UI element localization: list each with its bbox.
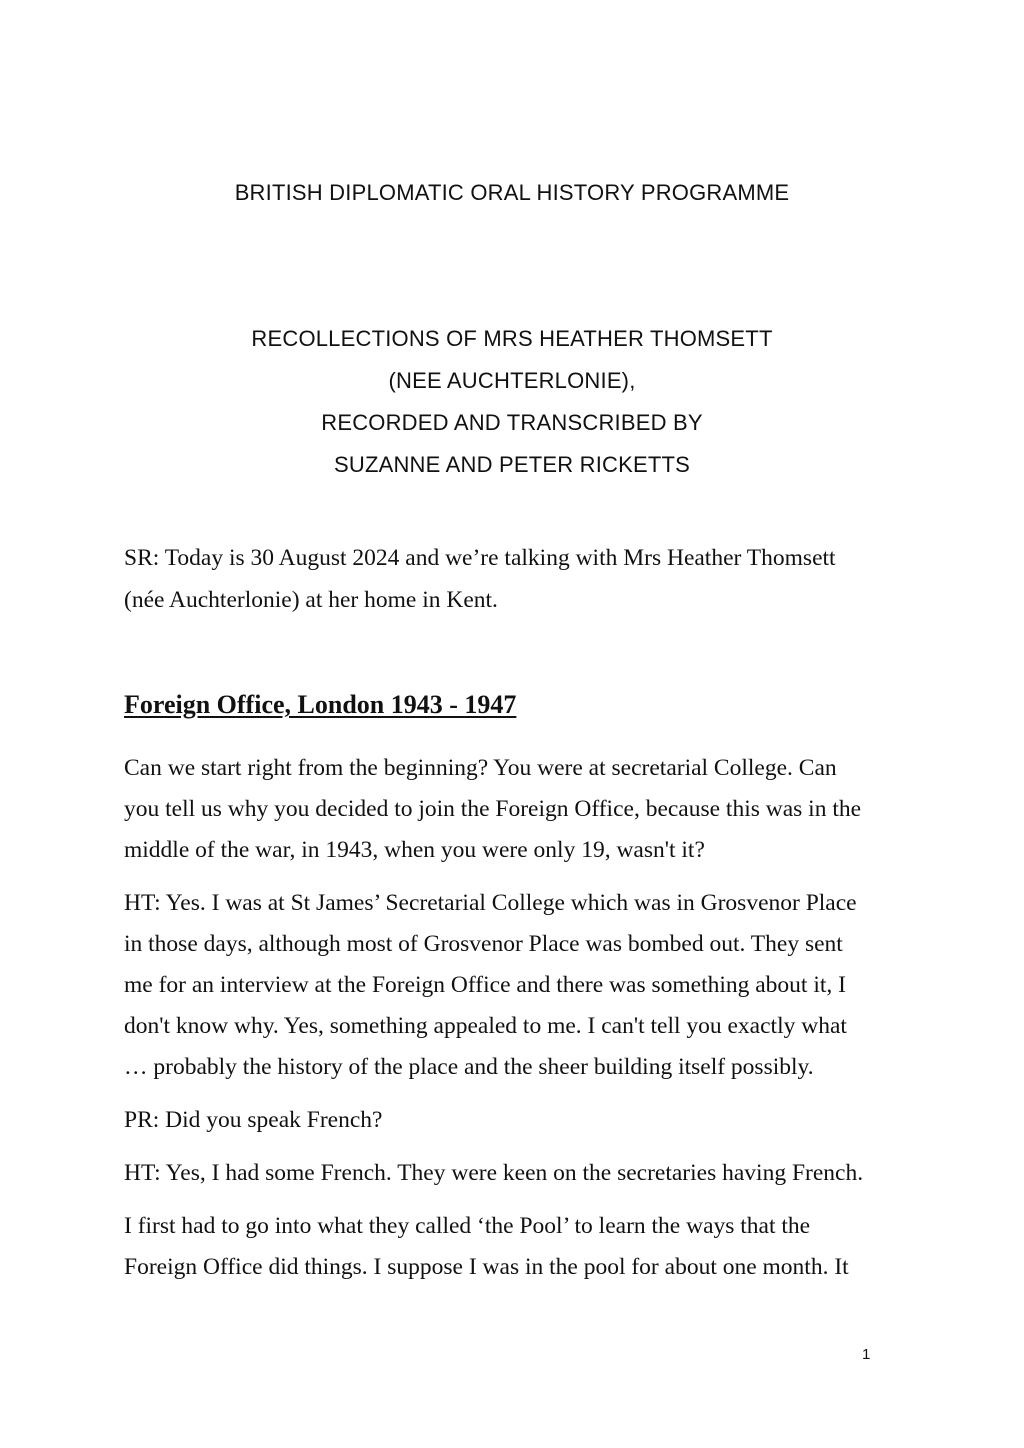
transcript-line: PR: Did you speak French?: [124, 1107, 383, 1133]
transcript-line: I first had to go into what they called ‘the Pool’ to learn the ways that the: [124, 1213, 811, 1239]
programme-title: BRITISH DIPLOMATIC ORAL HISTORY PROGRAMME: [234, 180, 790, 205]
transcript-line: you tell us why you decided to join the Foreign Office, because this was in the: [124, 796, 862, 822]
page-number: 1: [862, 1346, 871, 1363]
transcript-line: Foreign Office did things. I suppose I was in the pool for about one month. It: [124, 1254, 849, 1280]
intro-line: (née Auchterlonie) at her home in Kent.: [124, 587, 498, 613]
section-heading: Foreign Office, London 1943 - 1947: [124, 690, 517, 719]
recollections-line: RECORDED AND TRANSCRIBED BY: [321, 410, 703, 435]
transcript-paragraph: [124, 1100, 904, 1141]
transcript-line: middle of the war, in 1943, when you were only 19, wasn't it?: [124, 837, 705, 863]
transcript-line: in those days, although most of Grosvenor Place was bombed out. They sent: [124, 931, 843, 957]
recollections-line: RECOLLECTIONS OF MRS HEATHER THOMSETT: [251, 326, 773, 351]
transcript-paragraph: [124, 748, 904, 871]
transcript-line: … probably the history of the place and the sheer building itself possibly.: [124, 1054, 814, 1080]
transcript-line: don't know why. Yes, something appealed to me. I can't tell you exactly what: [124, 1013, 847, 1039]
transcript-line: HT: Yes. I was at St James’ Secretarial College which was in Grosvenor Place: [124, 890, 857, 916]
recollections-line: SUZANNE AND PETER RICKETTS: [333, 452, 691, 477]
recollections-heading: [0, 318, 1024, 486]
transcript-paragraph: [124, 1153, 904, 1194]
transcript-line: me for an interview at the Foreign Office and there was something about it, I: [124, 972, 846, 998]
transcript-paragraph: [124, 883, 904, 1088]
intro-line: SR: Today is 30 August 2024 and we’re talking with Mrs Heather Thomsett: [124, 545, 836, 571]
recollections-line: (NEE AUCHTERLONIE),: [388, 368, 636, 393]
transcript-line: Can we start right from the beginning? You were at secretarial College. Can: [124, 755, 837, 781]
transcript-line: HT: Yes, I had some French. They were keen on the secretaries having French.: [124, 1160, 864, 1186]
transcript-paragraph: [124, 1206, 904, 1288]
intro-paragraph: [124, 537, 904, 621]
transcript-body: [124, 748, 904, 1300]
